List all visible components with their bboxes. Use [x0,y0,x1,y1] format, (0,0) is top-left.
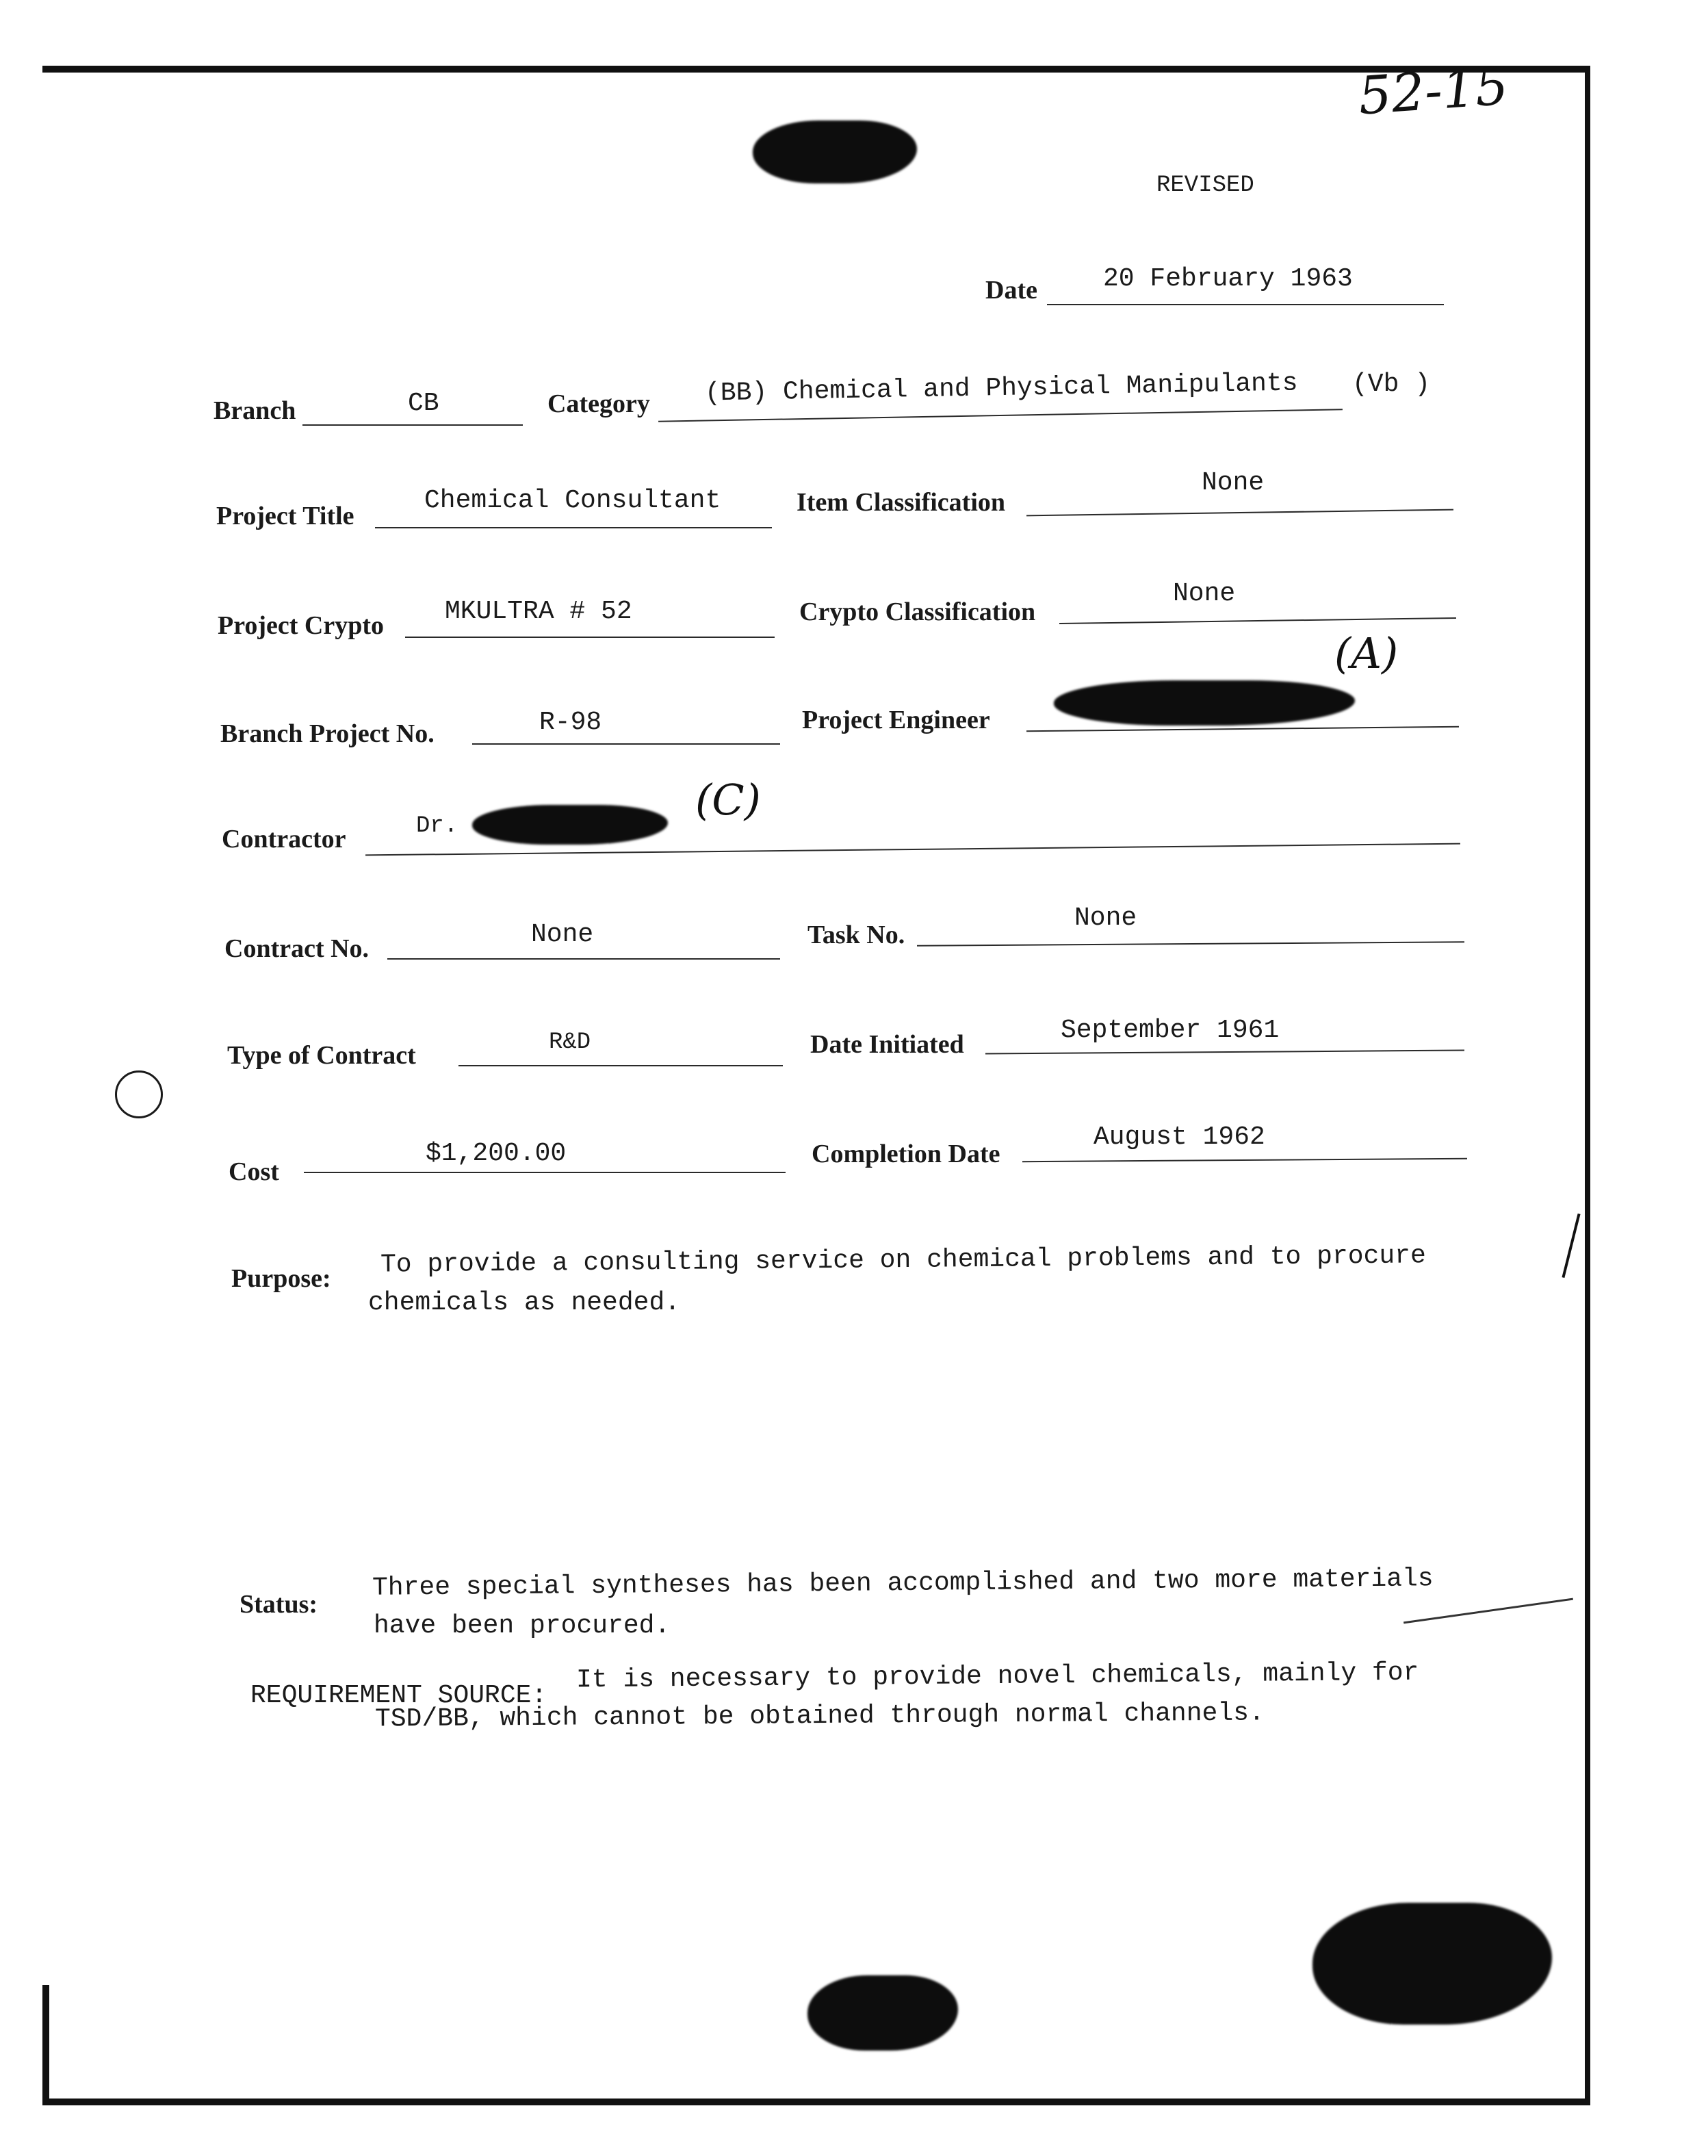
requirement-source-label: REQUIREMENT SOURCE: [250,1681,547,1710]
project-crypto-underline [405,637,775,638]
project-engineer-underline [1026,726,1459,732]
date-initiated-label: Date Initiated [810,1030,964,1059]
type-of-contract-underline [458,1065,783,1066]
type-of-contract-value: R&D [549,1029,591,1055]
task-no-underline [917,941,1464,947]
redaction-project-engineer [1054,680,1355,726]
contractor-value: Dr. [416,813,458,839]
redaction-bottom-center [807,1975,958,2051]
crypto-classification-underline [1059,617,1456,624]
margin-stroke-status [1403,1598,1573,1624]
redaction-contractor [472,805,668,845]
revised-stamp: REVISED [1156,172,1254,198]
project-crypto-value: MKULTRA # 52 [445,597,632,626]
branch-underline [302,424,523,426]
document-number: 52-15 [1356,55,1510,127]
project-title-underline [375,527,772,528]
date-initiated-value: September 1961 [1061,1016,1280,1045]
requirement-source-line-2: TSD/BB, which cannot be obtained through normal channels. [374,1698,1265,1734]
margin-stroke-right [1562,1214,1580,1278]
contractor-annotation: (C) [695,775,761,825]
date-value: 20 February 1963 [1103,264,1353,294]
left-border [42,1985,49,2105]
item-classification-underline [1026,509,1453,517]
requirement-source-line-1: It is necessary to provide novel chemicals, mainly for [575,1658,1419,1695]
status-line-2: have been procured. [374,1611,671,1641]
purpose-line-1: To provide a consulting service on chemical problems and to procure [380,1241,1427,1280]
status-label: Status: [240,1590,318,1619]
category-value: (BB) Chemical and Physical Manipulants [704,368,1298,409]
project-title-label: Project Title [216,502,354,530]
crypto-classification-label: Crypto Classification [799,598,1036,626]
contractor-label: Contractor [222,825,346,854]
branch-project-no-value: R-98 [539,708,602,737]
date-initiated-underline [985,1050,1464,1055]
cost-underline [304,1172,786,1173]
type-of-contract-label: Type of Contract [227,1041,416,1070]
completion-date-label: Completion Date [812,1140,1000,1168]
category-label: Category [547,389,650,418]
crypto-classification-value: None [1173,579,1236,608]
contract-no-label: Contract No. [224,934,370,963]
date-underline [1047,304,1444,305]
project-engineer-label: Project Engineer [802,706,990,734]
status-line-1: Three special syntheses has been accomplished and two more materials [372,1564,1434,1603]
contractor-underline [365,843,1460,856]
contract-no-underline [387,958,780,960]
project-crypto-label: Project Crypto [218,611,385,640]
margin-circle-mark [115,1070,163,1118]
purpose-line-2: chemicals as needed. [368,1288,681,1318]
item-classification-label: Item Classification [797,488,1006,517]
cost-label: Cost [229,1157,279,1186]
contract-no-value: None [531,920,594,949]
branch-value: CB [408,389,439,418]
project-title-value: Chemical Consultant [424,486,721,515]
branch-project-no-underline-2 [472,743,780,745]
category-suffix: (Vb ) [1352,370,1431,399]
right-border [1585,66,1590,2105]
completion-date-underline [1022,1158,1467,1163]
redaction-header [753,120,917,183]
branch-project-no-label: Branch Project No. [220,719,435,748]
purpose-label: Purpose: [231,1264,331,1293]
category-underline [658,409,1343,422]
item-classification-value: None [1202,468,1265,498]
date-label: Date [985,276,1037,305]
cost-value: $1,200.00 [426,1139,567,1168]
bottom-border [42,2099,1590,2105]
task-no-value: None [1074,903,1137,933]
branch-label: Branch [214,396,296,425]
redaction-bottom-right [1312,1903,1552,2025]
task-no-label: Task No. [807,921,905,949]
completion-date-value: August 1962 [1094,1122,1265,1152]
project-engineer-annotation: (A) [1334,628,1399,678]
